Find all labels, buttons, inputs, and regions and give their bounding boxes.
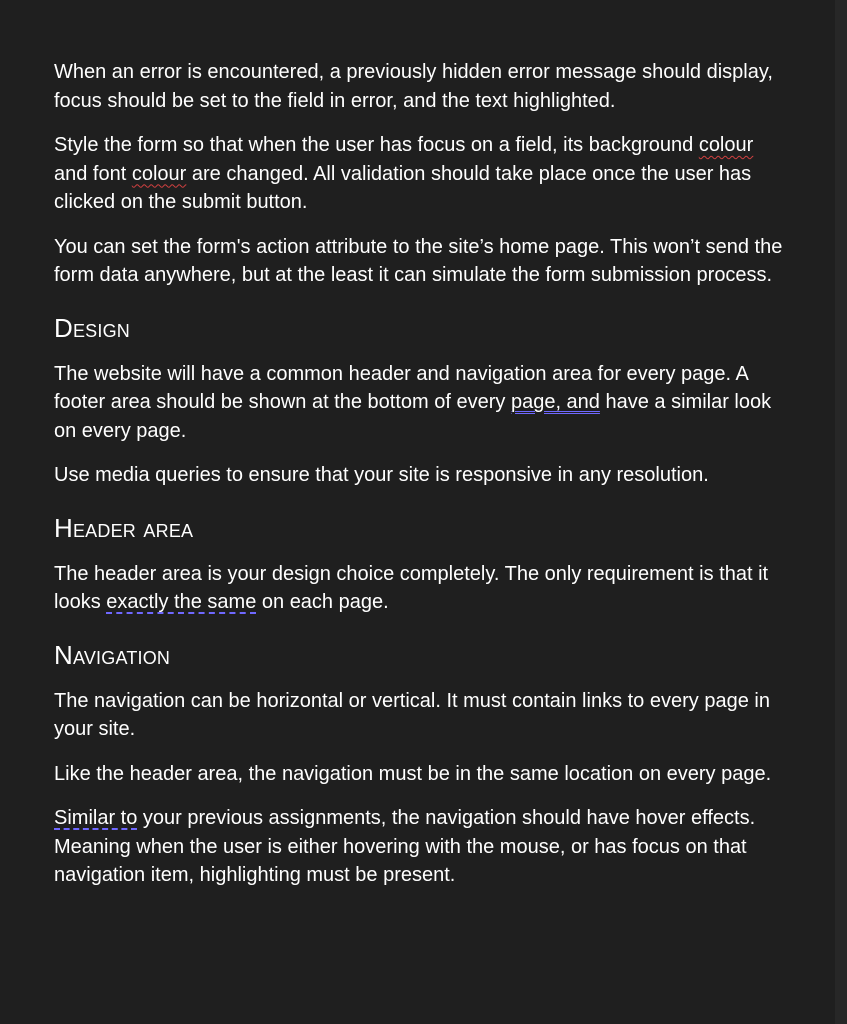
- paragraph-media-queries: Use media queries to ensure that your site is responsive in any resolution.: [54, 464, 709, 486]
- heading-navigation: Navigation: [54, 639, 171, 670]
- text-run: on each page.: [256, 591, 389, 613]
- spelling-flag-colour[interactable]: colour: [698, 134, 754, 156]
- grammar-flag-page-and[interactable]: page, and: [510, 391, 600, 413]
- grammar-flag-exactly-the-same[interactable]: exactly the same: [106, 591, 257, 613]
- text-run: The website will have a common header and navigation area for every page. A footer area should be shown at the bottom of every: [54, 362, 748, 413]
- paragraph-similar-to: [54, 804, 789, 890]
- heading-design: Design: [54, 312, 130, 343]
- paragraph-common-header: [54, 360, 789, 446]
- text-run: have a similar look on every page.: [54, 391, 772, 442]
- text-run: and font: [54, 162, 132, 185]
- text-run: your previous assignments, the navigation should have hover effects. Meaning when the user is either hovering with the mouse, or has focus on that navigation item, highlighting must be present.: [54, 807, 756, 886]
- document-body: [54, 58, 789, 906]
- heading-header-area: Header area: [54, 512, 194, 543]
- text-run: Style the form so that when the user has focus on a field, its background: [54, 134, 699, 156]
- spelling-flag-colour[interactable]: colour: [131, 162, 187, 185]
- text-run: The header area is your design choice completely. The only requirement is that it looks: [54, 562, 769, 613]
- paragraph-error-display: When an error is encountered, a previously hidden error message should display, focus should be set to the field in error, and the text highlighted.: [54, 61, 773, 112]
- window-edge: [835, 0, 847, 1024]
- grammar-flag-similar-to[interactable]: Similar to: [54, 807, 138, 829]
- paragraph-navigation: The navigation can be horizontal or vertical. It must contain links to every page in your site.: [54, 689, 770, 740]
- paragraph-form-action: You can set the form's action attribute to the site’s home page. This won’t send the form data anywhere, but at the least it can simulate the form submission process.: [54, 235, 783, 286]
- text-run: are changed. All validation should take place once the user has clicked on the submit button.: [54, 162, 752, 213]
- paragraph-header-area: [54, 560, 789, 617]
- paragraph-style-form: [54, 131, 789, 217]
- paragraph-like-header: Like the header area, the navigation must be in the same location on every page.: [54, 762, 772, 785]
